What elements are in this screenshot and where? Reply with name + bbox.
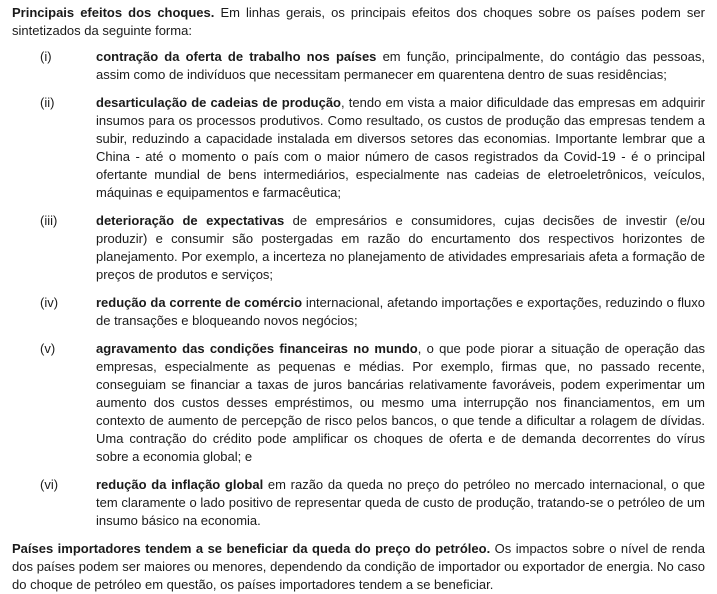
item-text [96,48,705,84]
item-numeral: (i) [40,49,52,64]
item-body: em razão da queda no preço do petróleo no mercado internacional, o que tem claramente o lado positivo de representar queda de custo de produção, tratando-se o petróleo de um insumo básico na economia. [96,477,705,528]
item-numeral: (ii) [40,95,55,110]
item-body: , o que pode piorar a situação de operação das empresas, especialmente as pequenas e médias. Por exemplo, firmas que, no passado recente, conseguiam se financiar a taxas de juros bancárias relativamente favoráveis, podem experimentar um aumento dos custos desses empréstimos, ou mesmo uma interrupção nos financiamentos, em um contexto de aumento de percepção de risco pelos bancos, o que tende a dificultar a rolagem de dívidas. Uma contração do crédito pode amplificar os choques de oferta e de demanda decorrentes do vírus sobre a economia global; e [96,341,705,464]
item-heading: deterioração de expectativas [96,213,285,228]
item-text [96,476,705,530]
item-body: em função, principalmente, do contágio das pessoas, assim como de indivíduos que necessitam permanecer em quarentena dentro de suas residências; [96,49,705,82]
effects-list [12,48,705,530]
list-item [12,340,705,466]
item-text [96,340,705,466]
item-heading: desarticulação de cadeias de produção [96,95,341,110]
list-item [12,212,705,284]
item-numeral: (v) [40,341,56,356]
list-item [12,48,705,84]
item-numeral: (iv) [40,295,59,310]
item-numeral: (vi) [40,477,59,492]
closing-text: Os impactos sobre o nível de renda dos países podem ser maiores ou menores, dependendo da condição de importador ou exportador de energia. No caso do choque de petróleo em questão, os países importadores tendem a se beneficiar. [12,541,705,592]
item-heading: agravamento das condições financeiras no mundo [96,341,418,356]
item-heading: redução da corrente de comércio [96,295,303,310]
list-item [12,294,705,330]
list-item [12,476,705,530]
list-item [12,94,705,202]
intro-text: Em linhas gerais, os principais efeitos dos choques sobre os países podem ser sintetizados da seguinte forma: [12,5,705,38]
item-text [96,94,705,202]
item-text [96,294,705,330]
item-heading: redução da inflação global [96,477,264,492]
item-body: internacional, afetando importações e exportações, reduzindo o fluxo de transações e bloqueando novos negócios; [96,295,705,328]
closing-paragraph [12,540,705,594]
item-numeral: (iii) [40,213,58,228]
intro-heading: Principais efeitos dos choques. [12,5,215,20]
closing-heading: Países importadores tendem a se beneficiar da queda do preço do petróleo. [12,541,491,556]
item-body: , tendo em vista a maior dificuldade das empresas em adquirir insumos para os processos produtivos. Como resultado, os custos de produção das empresas tendem a subir, reduzindo a capacidade instalada em diversos setores das economias. Importante lembrar que a China - até o momento o país com o maior número de casos registrados da Covid-19 - é o principal ofertante mundial de bens intermediários, especialmente nas cadeias de eletroeletrônicos, veículos, máquinas e equipamentos e farmacêutica; [96,95,705,200]
intro-paragraph [12,4,705,40]
item-body: de empresários e consumidores, cujas decisões de investir (e/ou produzir) e consumir são postergadas em razão do encurtamento dos respectivos horizontes de planejamento. Por exemplo, a incerteza no planejamento de atividades empresariais afeta a formação de preços de produtos e serviços; [96,213,706,282]
item-text [96,212,705,284]
item-heading: contração da oferta de trabalho nos países [96,49,377,64]
